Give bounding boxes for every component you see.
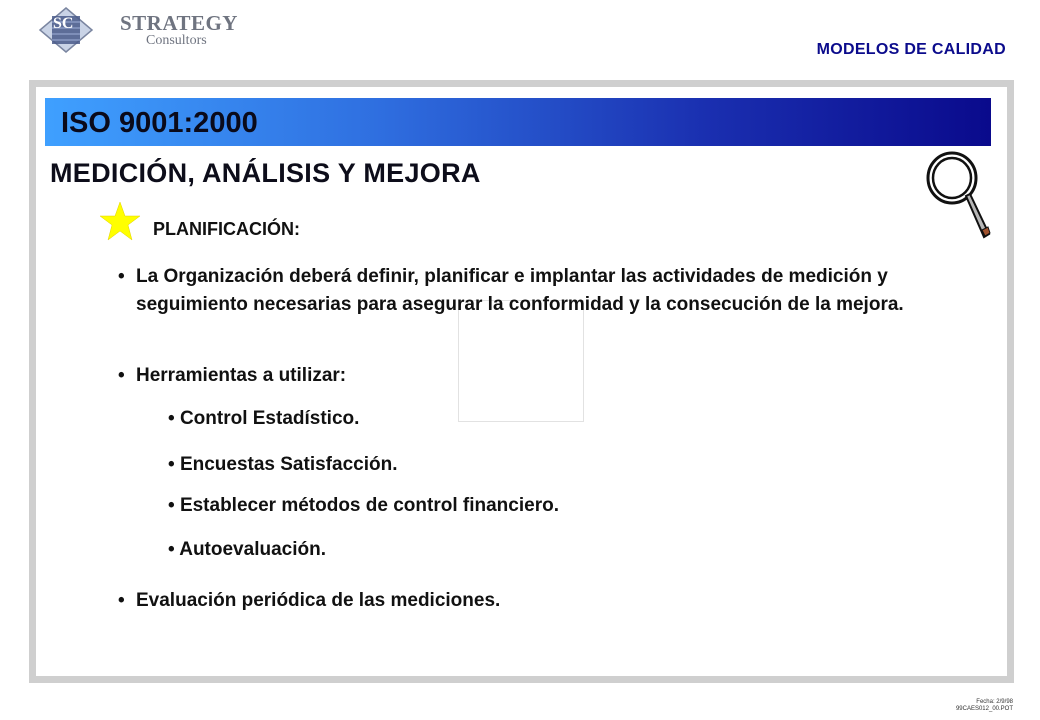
tool-text: Autoevaluación. xyxy=(179,539,326,560)
company-logo xyxy=(38,6,238,58)
bullet-dot: • xyxy=(118,590,125,611)
subsection-label: PLANIFICACIÓN: xyxy=(153,219,300,239)
section-title: MEDICIÓN, ANÁLISIS Y MEJORA xyxy=(50,158,481,188)
tool-list-item: • Autoevaluación. xyxy=(168,539,326,560)
bullet-text: La Organización deberá definir, planificar e implantar las actividades de medición y seguimiento necesarias para asegurar la conformidad y la consecución de la mejora. xyxy=(136,266,904,315)
bullet-text: Herramientas a utilizar: xyxy=(136,365,347,386)
tool-list-item: • Establecer métodos de control financiero. xyxy=(168,495,559,516)
tool-list-item: • Encuestas Satisfacción. xyxy=(168,454,398,475)
header-section-label: MODELOS DE CALIDAD xyxy=(816,41,1006,58)
logo-text-consultors: Consultors xyxy=(146,33,207,48)
title-banner xyxy=(45,98,991,146)
footer-info xyxy=(956,699,1013,713)
magnifying-glass-icon xyxy=(924,150,994,242)
tool-text: Establecer métodos de control financiero. xyxy=(179,495,559,516)
logo-initials: SC xyxy=(53,15,74,32)
footer-file: 99CAES012_00.POT xyxy=(955,706,1013,712)
bullet-dot: • xyxy=(118,365,125,386)
bullet-item xyxy=(118,587,501,615)
bullet-dot: • xyxy=(118,266,125,287)
footer-date: Fecha: 2/9/98 xyxy=(976,699,1013,705)
star-icon xyxy=(99,201,141,243)
bullet-text: Evaluación periódica de las mediciones. xyxy=(136,590,501,611)
tool-text: Encuestas Satisfacción. xyxy=(179,454,398,475)
logo-mark-icon xyxy=(38,6,94,54)
bullet-item xyxy=(118,263,926,319)
logo-text-strategy: STRATEGY xyxy=(120,11,238,35)
tool-text: Control Estadístico. xyxy=(179,408,360,429)
banner-title: ISO 9001:2000 xyxy=(61,107,258,139)
tool-list-item: • Control Estadístico. xyxy=(168,408,360,429)
bullet-item xyxy=(118,362,347,390)
